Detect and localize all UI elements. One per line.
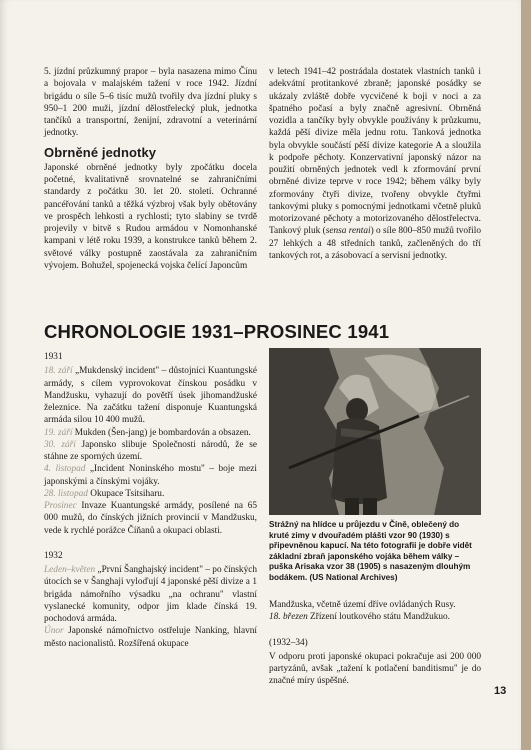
intro-paragraph: 5. jízdní průzkumný prapor – byla nasazena mimo Čínu a bojovala v malajském tažení v roce 1942. Jízdní brigádu o síle 5–6 tisíc mužů tvořily dva jízdní pluky s 950–1 200 muži, jízdní dělostřelecký pluk, jednotka tančíků a transportní, ženijní, zdravotní a veterinární jednotky. xyxy=(44,67,257,139)
entry-date: 30. září xyxy=(44,439,76,450)
chronology-entry xyxy=(44,463,257,488)
entry-date: Leden–květen xyxy=(44,565,96,575)
chronology-entry xyxy=(44,427,257,439)
entry-text: Mukden (Šen-jang) je bombardován a obsazen. xyxy=(72,427,251,438)
year-heading-1932-34: (1932–34) xyxy=(269,637,308,648)
page-number: 13 xyxy=(494,685,507,697)
year-heading-1931: 1931 xyxy=(44,352,63,362)
entry-text: „První Šanghajský incident" – po čínských útocích se v Šanghaji vyloďují 4 japonské pěší divize a 1 brigáda námořního výsadku „na ochranu" vlastní vyslanecké komunity, odpor jim klade čínská 19. pochodová armáda. xyxy=(44,565,257,624)
chronology-entry xyxy=(44,625,257,650)
photo-caption: Strážný na hlídce u průjezdu v Číně, oblečený do kruté zimy v dvouřadém plášti vzor 90 (1930) s připevněnou kapucí. Na této fotografii je dobře vidět základní zbraň japonského vojáka během války – puška Arisaka vzor 38 (1905) s nasazeným dlouhým bodákem. (US National Archives) xyxy=(269,520,472,582)
sentry-photograph xyxy=(269,348,481,515)
photo-illustration xyxy=(269,348,481,515)
armored-continuation-text: v letech 1941–42 postrádala dostatek vlastních tanků i adekvátní protitankové zbraně; japonské posádky se ukázaly zvláště dobře vycvičené k boji v noci a za špatného počasí a byly značně agresivní. Obrněná vozidla a tančíky byly obvykle používány k průzkumu, každá pěší divize měla jednu rotu. Tanková jednotka byla obvykle součástí pěší divize kategorie A a sloužila k podpoře pěchoty. Konzervativní japonský názor na použití obrněných jednotek vedl k zformování první obrněné divize teprve v roce 1942; během války byly zformovány čtyři divize, tvořeny obvykle čtyřmi tankovými pluky s pomocnými jednotkami včetně pluků motorizované pěchoty a motorizovaného dělostřelectva. Tankový pluk ( xyxy=(269,67,481,237)
chronology-continuation: Mandžuska, včetně území dříve ovládaných Rusy. xyxy=(269,600,456,610)
armored-continuation-paragraph xyxy=(269,66,481,262)
entry-text: Okupace Tsitsiharu. xyxy=(87,488,165,499)
chronology-title: CHRONOLOGIE 1931–PROSINEC 1941 xyxy=(44,321,390,342)
chronology-entry: V odporu proti japonské okupaci pokračuje asi 200 000 partyzánů, avšak „tažení k potlačení banditismu" je do značné míry úspěšné. xyxy=(269,651,481,687)
year-heading-1932: 1932 xyxy=(44,550,63,561)
armored-units-heading: Obrněné jednotky xyxy=(44,144,157,160)
chronology-entry xyxy=(44,365,257,426)
entry-text: „Mukdenský incident" – důstojníci Kuantungské armády, s cílem vyprovokovat čínskou posádku v Mandžusku, vyhazují do povětří úsek jihomandžuské železnice. Na začátku tažení disponuje Kuantungská armáda silou 10 400 mužů. xyxy=(44,366,257,426)
sensa-rentai-term: sensa rentai xyxy=(325,226,371,237)
armored-units-paragraph: Japonské obrněné jednotky byly zpočátku docela početné, kvalitativně srovnatelné se zahraničními standardy z počátku 30. let 20. století. Ochranné pancéřování tanků a těžká výzbroj však byly obětovány ve prospěch lehkosti a rychlosti; tyto slabiny se tvrdě projevily v bitvě s Rudou armádou v Nomonhanské kampani v létě roku 1939, a konstrukce tanků během 2. světové války postupně zaostávala za zahraničním vývojem. Bohužel, spojenecká vojska čelící Japoncům xyxy=(44,162,257,271)
chronology-entry xyxy=(269,611,481,623)
armored-continuation-end: ) o síle 800–850 mužů tvořilo 27 lehkých a 48 středních tanků, začleněných do tří tankových rot, a zásobovací a servisní jednotky. xyxy=(269,226,481,261)
entry-date: 18. září xyxy=(44,366,73,377)
chronology-entry xyxy=(44,564,257,625)
entry-date: 28. listopad xyxy=(44,488,88,499)
entry-date: 4. listopad xyxy=(44,464,86,475)
entry-date: Prosinec xyxy=(44,501,77,511)
book-spine-edge xyxy=(521,0,531,750)
entry-text: „Incident Noninského mostu" – boje mezi japonskými a čínskými vojáky. xyxy=(44,464,257,487)
entry-text: Invaze Kuantungské armády, posílené na 65 000 mužů, do čínských jižních provincií v Mandžusku, vede k rychlé porážce Číňanů a okupaci oblasti. xyxy=(44,501,257,536)
entry-text: Japonské námořnictvo ostřeluje Nanking, hlavní město nacionalistů. Rozšířená okupace xyxy=(44,626,257,649)
right-column-top xyxy=(269,66,481,262)
entry-date: 18. březen xyxy=(269,612,308,623)
chronology-entry xyxy=(44,439,257,464)
entry-date: Únor xyxy=(44,626,64,637)
entry-text: Japonsko slibuje Společnosti národů, že se stáhne ze sporných území. xyxy=(44,439,257,462)
chronology-entry xyxy=(44,500,257,537)
entry-date: 19. září xyxy=(44,427,73,438)
chronology-left-column xyxy=(44,348,257,650)
left-column-top xyxy=(44,66,257,272)
chronology-right-column xyxy=(269,599,481,688)
entry-text: Zřízení loutkového státu Mandžukuo. xyxy=(307,612,450,623)
chronology-entry xyxy=(44,488,257,500)
